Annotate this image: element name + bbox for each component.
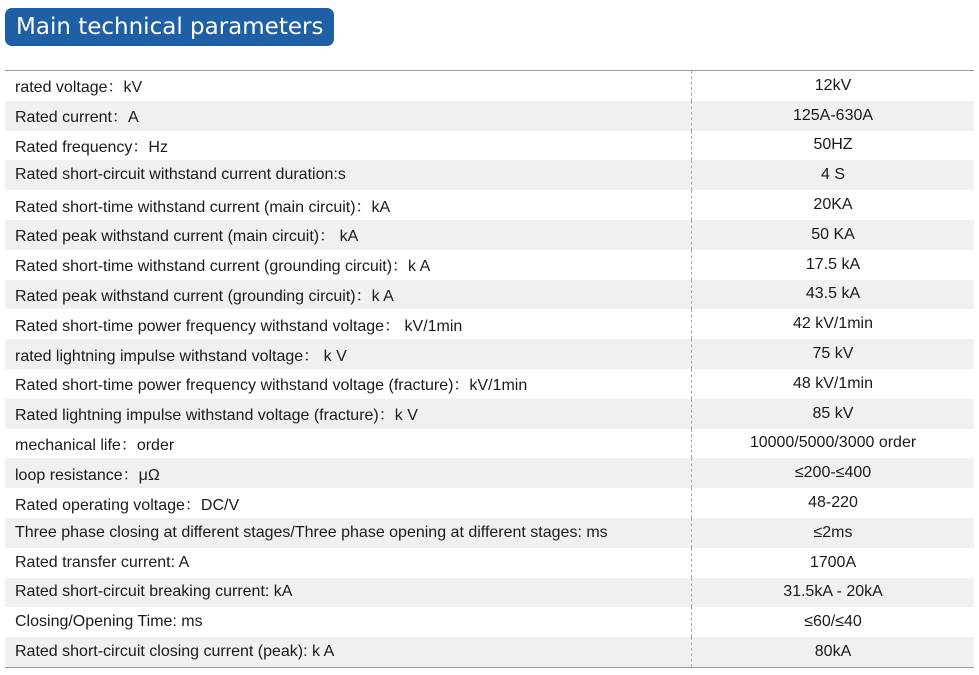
parameter-value: 43.5 kA bbox=[692, 280, 975, 310]
parameter-value: 125A-630A bbox=[692, 101, 975, 131]
parameter-name: Three phase closing at different stages/Three phase opening at different stages: ms bbox=[5, 518, 692, 548]
parameter-value: 48-220 bbox=[808, 494, 858, 512]
parameter-name: Rated operating voltage：DC/V bbox=[5, 488, 692, 518]
table-row bbox=[5, 250, 974, 280]
table-row bbox=[5, 399, 974, 429]
parameter-value: 12kV bbox=[814, 76, 852, 94]
parameter-value: ≤2ms bbox=[692, 518, 975, 548]
table-row bbox=[5, 548, 974, 578]
parameter-name: Rated peak withstand current (grounding circuit)：k A bbox=[5, 280, 692, 310]
parameter-value: ≤200-≤400 bbox=[692, 458, 975, 488]
table-row bbox=[5, 637, 974, 667]
parameter-name: Rated transfer current: A bbox=[5, 548, 692, 578]
section-title: Main technical parameters bbox=[5, 8, 334, 46]
parameter-name: Rated short-time power frequency withstand voltage： kV/1min bbox=[5, 309, 692, 339]
table-row bbox=[5, 578, 974, 608]
parameter-name: rated voltage：kV bbox=[5, 71, 692, 101]
parameter-value: 1700A bbox=[809, 553, 857, 571]
parameter-name: Closing/Opening Time: ms bbox=[5, 607, 692, 637]
table-row bbox=[5, 280, 974, 310]
parameter-value: 20KA bbox=[813, 196, 853, 214]
parameter-name: loop resistance：μΩ bbox=[5, 458, 692, 488]
table-row bbox=[5, 309, 974, 339]
parameters-table bbox=[5, 71, 974, 668]
parameter-name: Rated current：A bbox=[5, 101, 692, 131]
parameter-value: 10000/5000/3000 order bbox=[749, 434, 917, 452]
parameter-name: Rated short-time power frequency withstand voltage (fracture)：kV/1min bbox=[5, 369, 692, 399]
table-row bbox=[5, 339, 974, 369]
parameter-name: Rated lightning impulse withstand voltage (fracture)：k V bbox=[5, 399, 692, 429]
parameter-value: 50HZ bbox=[813, 136, 853, 154]
parameter-name: Rated short-time withstand current (main circuit)：kA bbox=[5, 190, 692, 220]
parameter-value: 75 kV bbox=[692, 339, 975, 369]
parameter-name: Rated short-circuit withstand current duration:s bbox=[5, 160, 692, 190]
table-row bbox=[5, 190, 974, 220]
table-row bbox=[5, 429, 974, 459]
table-row bbox=[5, 220, 974, 250]
parameter-value: ≤60/≤40 bbox=[804, 613, 862, 631]
parameter-name: Rated short-circuit breaking current: kA bbox=[5, 578, 692, 608]
table-row bbox=[5, 369, 974, 399]
table-row bbox=[5, 101, 974, 131]
table-row bbox=[5, 160, 974, 190]
parameter-name: Rated short-time withstand current (grounding circuit)：k A bbox=[5, 250, 692, 280]
parameter-name: rated lightning impulse withstand voltage： k V bbox=[5, 339, 692, 369]
table-row bbox=[5, 607, 974, 637]
table-row bbox=[5, 71, 974, 101]
parameter-value: 4 S bbox=[692, 160, 975, 190]
parameter-value: 48 kV/1min bbox=[792, 374, 874, 392]
parameter-value: 42 kV/1min bbox=[792, 315, 874, 333]
parameter-value: 80kA bbox=[692, 637, 975, 667]
parameter-value: 85 kV bbox=[692, 399, 975, 429]
parameter-name: Rated short-circuit closing current (peak): k A bbox=[5, 637, 692, 667]
table-row bbox=[5, 518, 974, 548]
parameter-value: 17.5 kA bbox=[805, 255, 861, 273]
parameters-table-body bbox=[5, 71, 974, 667]
table-row bbox=[5, 458, 974, 488]
parameter-name: mechanical life：order bbox=[5, 429, 692, 459]
parameter-name: Rated frequency：Hz bbox=[5, 131, 692, 161]
parameter-value: 31.5kA - 20kA bbox=[692, 578, 975, 608]
table-row bbox=[5, 488, 974, 518]
table-row bbox=[5, 131, 974, 161]
parameter-name: Rated peak withstand current (main circuit)： kA bbox=[5, 220, 692, 250]
parameter-value: 50 KA bbox=[692, 220, 975, 250]
